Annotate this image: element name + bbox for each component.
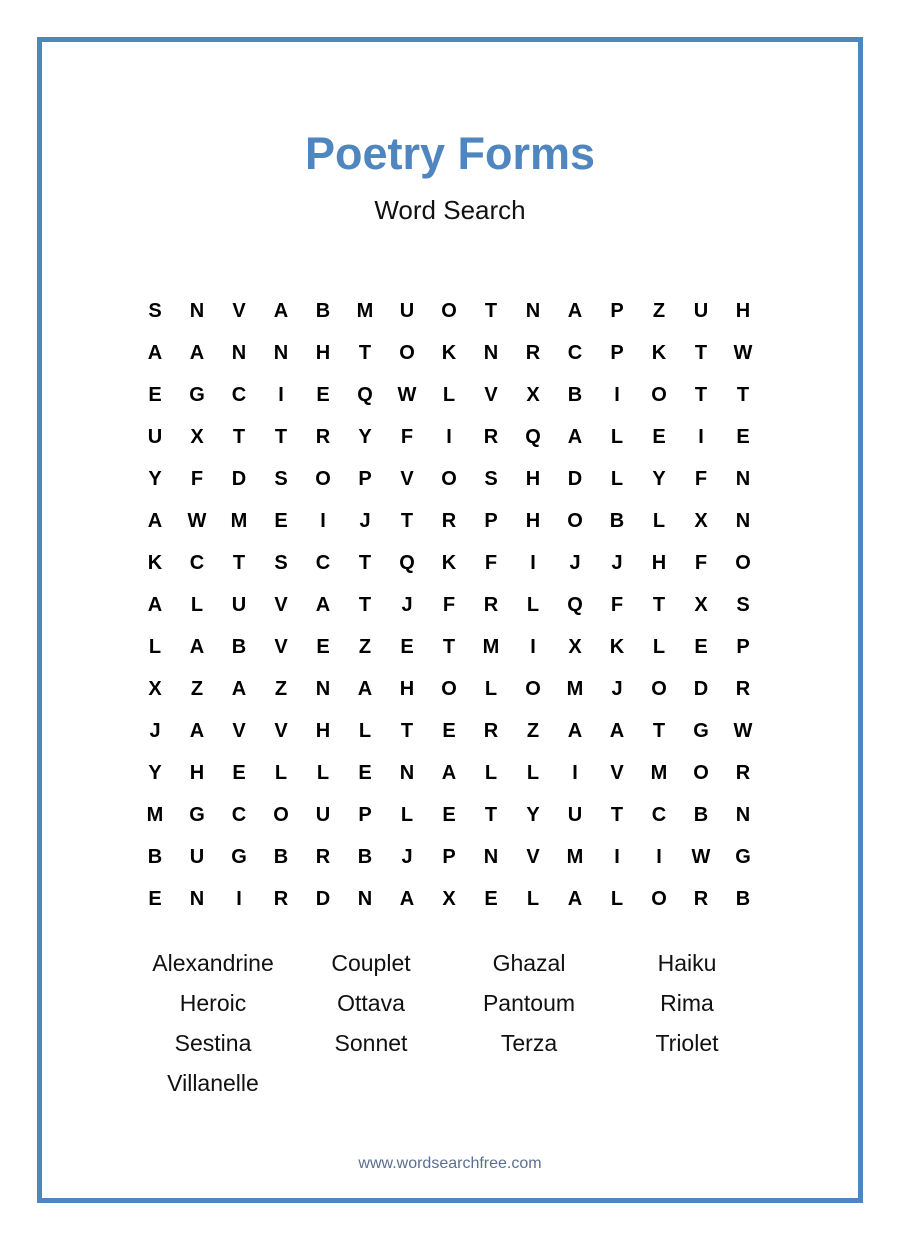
grid-letter: D: [315, 887, 331, 910]
grid-letter: E: [316, 383, 330, 406]
grid-letter: E: [484, 887, 498, 910]
grid-letter: J: [359, 509, 371, 532]
grid-letter: N: [315, 677, 331, 700]
grid-letter: V: [526, 845, 540, 868]
grid-letter: E: [232, 761, 246, 784]
grid-letter: U: [315, 803, 331, 826]
grid-letter: P: [736, 635, 750, 658]
page-subtitle: Word Search: [374, 195, 526, 225]
grid-letter: L: [526, 887, 540, 910]
grid-letter: A: [189, 341, 205, 364]
grid-letter: A: [567, 887, 583, 910]
grid-letter: T: [736, 383, 750, 406]
grid-letter: C: [567, 341, 583, 364]
grid-letter: Y: [526, 803, 540, 826]
grid-letter: L: [358, 719, 372, 742]
grid-letter: M: [146, 803, 164, 826]
grid-letter: O: [441, 677, 457, 700]
grid-letter: I: [530, 551, 536, 574]
grid-letter: F: [694, 551, 708, 574]
grid-letter: M: [356, 299, 374, 322]
grid-letter: L: [484, 677, 498, 700]
grid-letter: P: [610, 299, 624, 322]
grid-letter: U: [231, 593, 247, 616]
grid-letter: S: [274, 551, 288, 574]
grid-letter: O: [441, 299, 457, 322]
word-list-item: Alexandrine: [152, 949, 274, 976]
grid-letter: R: [525, 341, 541, 364]
word-list-item: Ottava: [337, 989, 405, 1016]
word-list-item: Triolet: [655, 1029, 719, 1056]
grid-letter: T: [400, 509, 414, 532]
grid-letter: W: [691, 845, 711, 868]
grid-letter: X: [526, 383, 540, 406]
grid-letter: J: [611, 677, 623, 700]
grid-letter: P: [442, 845, 456, 868]
grid-letter: Z: [274, 677, 288, 700]
grid-letter: H: [525, 467, 541, 490]
grid-letter: P: [358, 467, 372, 490]
grid-letter: V: [274, 593, 288, 616]
grid-letter: G: [189, 383, 205, 406]
grid-letter: S: [484, 467, 498, 490]
grid-letter: B: [315, 299, 331, 322]
grid-letter: W: [397, 383, 417, 406]
grid-letter: U: [567, 803, 583, 826]
grid-letter: I: [278, 383, 284, 406]
grid-letter: L: [526, 761, 540, 784]
word-list-item: Villanelle: [167, 1069, 259, 1096]
grid-letter: L: [316, 761, 330, 784]
grid-letter: T: [694, 341, 708, 364]
grid-letter: R: [483, 719, 499, 742]
grid-letter: W: [187, 509, 207, 532]
grid-letter: P: [358, 803, 372, 826]
grid-letter: E: [274, 509, 288, 532]
grid-letter: G: [231, 845, 247, 868]
grid-letter: N: [735, 803, 751, 826]
grid-letter: A: [399, 887, 415, 910]
grid-letter: Z: [652, 299, 666, 322]
grid-letter: V: [232, 299, 246, 322]
grid-letter: T: [358, 551, 372, 574]
grid-letter: L: [484, 761, 498, 784]
grid-letter: V: [610, 761, 624, 784]
grid-letter: H: [651, 551, 667, 574]
grid-letter: F: [190, 467, 204, 490]
grid-letter: E: [442, 803, 456, 826]
grid-letter: I: [614, 845, 620, 868]
grid-letter: F: [694, 467, 708, 490]
grid-letter: S: [148, 299, 162, 322]
grid-letter: R: [735, 677, 751, 700]
grid-letter: G: [693, 719, 709, 742]
grid-letter: U: [399, 299, 415, 322]
grid-letter: N: [525, 299, 541, 322]
grid-letter: Q: [567, 593, 583, 616]
grid-letter: R: [483, 593, 499, 616]
grid-letter: B: [693, 803, 709, 826]
grid-letter: I: [446, 425, 452, 448]
grid-letter: G: [735, 845, 751, 868]
grid-letter: B: [609, 509, 625, 532]
grid-letter: T: [358, 593, 372, 616]
grid-letter: T: [232, 425, 246, 448]
grid-letter: N: [357, 887, 373, 910]
grid-letter: K: [441, 341, 457, 364]
grid-letter: J: [611, 551, 623, 574]
grid-letter: I: [236, 887, 242, 910]
grid-letter: A: [441, 761, 457, 784]
grid-letter: E: [442, 719, 456, 742]
grid-letter: R: [735, 761, 751, 784]
grid-letter: U: [147, 425, 163, 448]
grid-letter: O: [315, 467, 331, 490]
grid-letter: R: [315, 845, 331, 868]
grid-letter: A: [609, 719, 625, 742]
grid-letter: N: [273, 341, 289, 364]
grid-letter: A: [567, 299, 583, 322]
grid-letter: R: [693, 887, 709, 910]
grid-letter: O: [273, 803, 289, 826]
grid-letter: L: [274, 761, 288, 784]
grid-letter: A: [567, 425, 583, 448]
grid-letter: O: [651, 383, 667, 406]
grid-letter: T: [694, 383, 708, 406]
grid-letter: N: [483, 845, 499, 868]
grid-letter: A: [567, 719, 583, 742]
grid-letter: Y: [148, 761, 162, 784]
grid-letter: A: [189, 635, 205, 658]
grid-letter: K: [609, 635, 625, 658]
letter-grid: [134, 290, 764, 920]
grid-letter: J: [149, 719, 161, 742]
grid-letter: L: [610, 467, 624, 490]
grid-letter: V: [274, 635, 288, 658]
grid-letter: V: [400, 467, 414, 490]
grid-letter: A: [315, 593, 331, 616]
grid-letter: T: [274, 425, 288, 448]
grid-letter: T: [652, 719, 666, 742]
grid-letter: A: [273, 299, 289, 322]
grid-letter: T: [484, 299, 498, 322]
grid-letter: F: [610, 593, 624, 616]
word-list-item: Ghazal: [492, 949, 566, 976]
grid-letter: W: [733, 719, 753, 742]
word-list-item: Heroic: [179, 989, 247, 1016]
grid-letter: J: [401, 845, 413, 868]
grid-letter: N: [483, 341, 499, 364]
grid-letter: Y: [358, 425, 372, 448]
grid-letter: S: [736, 593, 750, 616]
grid-letter: M: [650, 761, 668, 784]
grid-letter: W: [733, 341, 753, 364]
grid-letter: V: [484, 383, 498, 406]
page-title: Poetry Forms: [304, 128, 596, 179]
grid-letter: N: [189, 299, 205, 322]
footer-url[interactable]: www.wordsearchfree.com: [358, 1155, 542, 1172]
grid-letter: L: [652, 509, 666, 532]
grid-letter: Q: [399, 551, 415, 574]
grid-letter: A: [357, 677, 373, 700]
grid-letter: G: [189, 803, 205, 826]
grid-letter: L: [610, 425, 624, 448]
grid-letter: T: [232, 551, 246, 574]
grid-letter: X: [442, 887, 456, 910]
grid-letter: D: [693, 677, 709, 700]
grid-letter: U: [693, 299, 709, 322]
word-list-item: Rima: [660, 989, 714, 1016]
grid-letter: N: [735, 467, 751, 490]
word-list-item: Pantoum: [482, 989, 576, 1016]
grid-letter: P: [610, 341, 624, 364]
grid-letter: O: [735, 551, 751, 574]
grid-letter: J: [569, 551, 581, 574]
grid-letter: O: [693, 761, 709, 784]
grid-letter: E: [148, 383, 162, 406]
grid-letter: M: [566, 677, 584, 700]
grid-letter: H: [315, 719, 331, 742]
grid-letter: N: [231, 341, 247, 364]
grid-letter: X: [568, 635, 582, 658]
word-list-item: Haiku: [657, 949, 717, 976]
grid-letter: A: [147, 341, 163, 364]
grid-letter: E: [148, 887, 162, 910]
grid-letter: H: [315, 341, 331, 364]
grid-letter: Q: [357, 383, 373, 406]
grid-letter: E: [358, 761, 372, 784]
grid-letter: E: [652, 425, 666, 448]
grid-letter: T: [484, 803, 498, 826]
grid-letter: E: [400, 635, 414, 658]
grid-letter: Z: [526, 719, 540, 742]
grid-letter: Z: [190, 677, 204, 700]
grid-letter: F: [400, 425, 414, 448]
grid-letter: S: [274, 467, 288, 490]
grid-letter: K: [441, 551, 457, 574]
grid-letter: I: [572, 761, 578, 784]
grid-letter: K: [147, 551, 163, 574]
grid-letter: R: [273, 887, 289, 910]
grid-letter: I: [530, 635, 536, 658]
grid-letter: L: [148, 635, 162, 658]
grid-letter: J: [401, 593, 413, 616]
grid-letter: T: [442, 635, 456, 658]
grid-letter: L: [610, 887, 624, 910]
word-list-item: Terza: [500, 1029, 558, 1056]
grid-letter: V: [274, 719, 288, 742]
grid-letter: X: [190, 425, 204, 448]
grid-letter: R: [315, 425, 331, 448]
grid-letter: I: [614, 383, 620, 406]
grid-letter: F: [442, 593, 456, 616]
grid-letter: C: [315, 551, 331, 574]
grid-letter: A: [147, 593, 163, 616]
grid-letter: K: [651, 341, 667, 364]
word-list-item: Couplet: [331, 949, 411, 976]
grid-letter: X: [694, 509, 708, 532]
grid-letter: I: [656, 845, 662, 868]
grid-letter: X: [694, 593, 708, 616]
grid-letter: L: [526, 593, 540, 616]
grid-letter: E: [316, 635, 330, 658]
grid-letter: H: [189, 761, 205, 784]
grid-letter: R: [441, 509, 457, 532]
grid-letter: O: [441, 467, 457, 490]
grid-letter: A: [147, 509, 163, 532]
grid-letter: B: [735, 887, 751, 910]
grid-letter: C: [189, 551, 205, 574]
grid-letter: C: [231, 803, 247, 826]
grid-letter: O: [399, 341, 415, 364]
grid-letter: C: [231, 383, 247, 406]
grid-letter: Y: [652, 467, 666, 490]
grid-letter: M: [566, 845, 584, 868]
grid-letter: U: [189, 845, 205, 868]
grid-letter: T: [400, 719, 414, 742]
grid-letter: I: [320, 509, 326, 532]
grid-letter: L: [400, 803, 414, 826]
grid-letter: Y: [148, 467, 162, 490]
grid-letter: C: [651, 803, 667, 826]
grid-letter: H: [735, 299, 751, 322]
grid-letter: O: [525, 677, 541, 700]
grid-letter: O: [651, 677, 667, 700]
grid-letter: L: [190, 593, 204, 616]
grid-letter: Q: [525, 425, 541, 448]
grid-letter: R: [483, 425, 499, 448]
word-list: [134, 943, 764, 1103]
grid-letter: O: [651, 887, 667, 910]
grid-letter: M: [482, 635, 500, 658]
grid-letter: D: [567, 467, 583, 490]
grid-letter: N: [735, 509, 751, 532]
grid-letter: T: [610, 803, 624, 826]
grid-letter: A: [231, 677, 247, 700]
grid-letter: I: [698, 425, 704, 448]
grid-letter: N: [189, 887, 205, 910]
grid-letter: B: [147, 845, 163, 868]
grid-letter: P: [484, 509, 498, 532]
grid-letter: D: [231, 467, 247, 490]
grid-letter: T: [652, 593, 666, 616]
grid-letter: B: [231, 635, 247, 658]
grid-letter: Z: [358, 635, 372, 658]
grid-letter: H: [399, 677, 415, 700]
grid-letter: L: [652, 635, 666, 658]
grid-letter: A: [189, 719, 205, 742]
grid-letter: H: [525, 509, 541, 532]
grid-letter: B: [567, 383, 583, 406]
word-list-item: Sonnet: [334, 1029, 408, 1056]
word-list-item: Sestina: [174, 1029, 252, 1056]
grid-letter: T: [358, 341, 372, 364]
grid-letter: O: [567, 509, 583, 532]
grid-letter: L: [442, 383, 456, 406]
grid-letter: B: [357, 845, 373, 868]
grid-letter: N: [399, 761, 415, 784]
grid-letter: X: [148, 677, 162, 700]
grid-letter: V: [232, 719, 246, 742]
grid-letter: E: [694, 635, 708, 658]
grid-letter: M: [230, 509, 248, 532]
grid-letter: F: [484, 551, 498, 574]
grid-letter: B: [273, 845, 289, 868]
grid-letter: E: [736, 425, 750, 448]
